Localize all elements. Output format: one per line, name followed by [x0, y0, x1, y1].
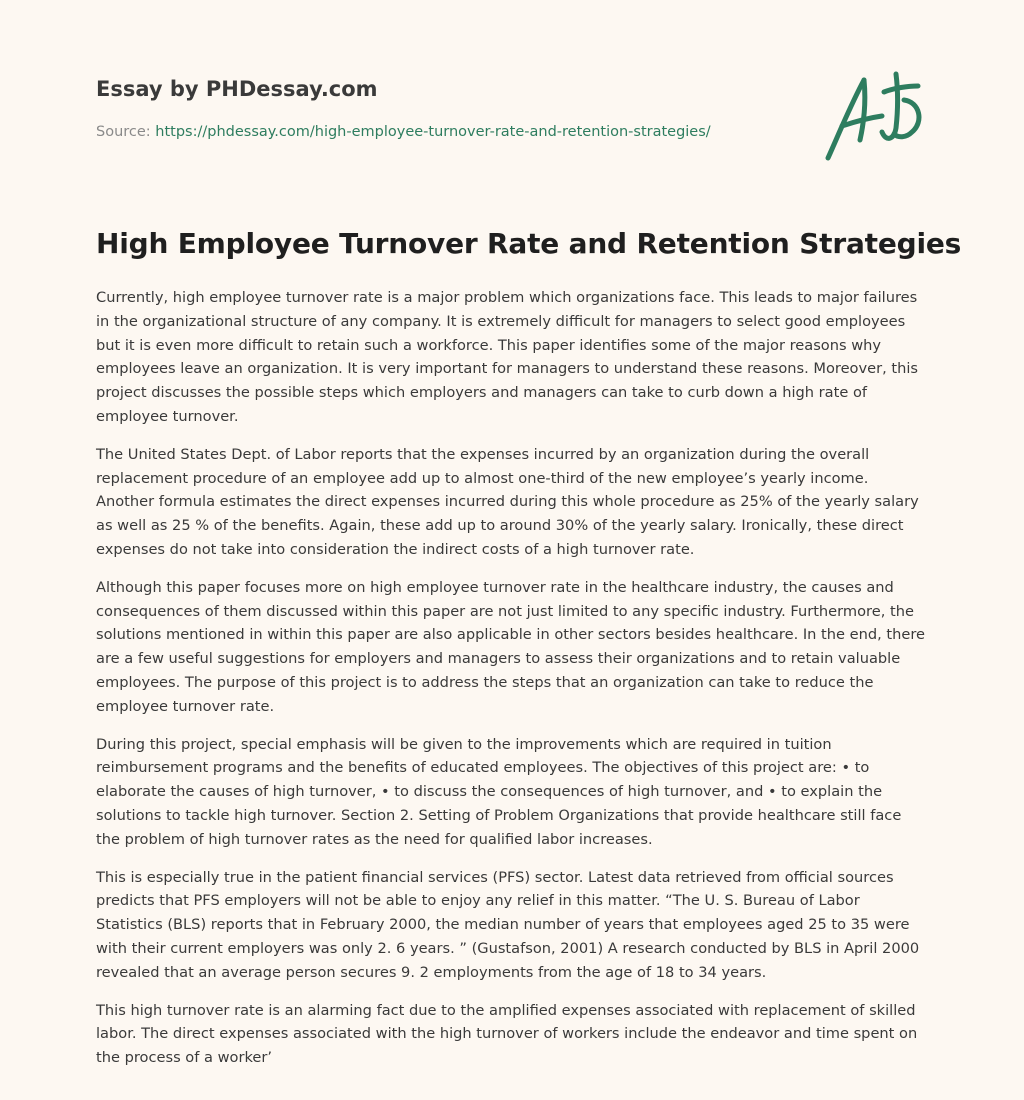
essay-paragraph: During this project, special emphasis will be given to the improvements which are required in tuition reimbursement programs and the benefits of educated employees. The objectives of this project are: • to elaborate the causes of high turnover, • to discuss the consequences of high turnover, and • to explain the solutions to tackle high turnover. Section 2. Setting of Problem Organizations that provide healthcare still face the problem of high turnover rates as the need for qualified labor increases.: [96, 735, 902, 848]
brand-heading: Essay by PHDessay.com: [96, 77, 378, 101]
essay-paragraph: Currently, high employee turnover rate is a major problem which organizations face. This leads to major failures in the organizational structure of any company. It is extremely difficult for managers to select good employees but it is even more difficult to retain such a workforce. This paper identifies some of the major reasons why employees leave an organization. It is very important for managers to understand these reasons. Moreover, this project discusses the possible steps which employers and managers can take to curb down a high rate of employee turnover.: [96, 289, 919, 425]
essay-body: [96, 286, 926, 1084]
essay-title: High Employee Turnover Rate and Retention Strategies: [96, 227, 962, 260]
a-plus-logo-icon: [820, 66, 930, 166]
source-label: Source:: [96, 124, 156, 140]
essay-paragraph: Although this paper focuses more on high employee turnover rate in the healthcare industry, the causes and consequences of them discussed within this paper are not just limited to any specific industry. Furthermore, the solutions mentioned in within this paper are also applicable in other sectors besides healthcare. In the end, there are a few useful suggestions for employers and managers to assess their organizations and to retain valuable employees. The purpose of this project is to address the steps that an organization can take to reduce the employee turnover rate.: [96, 578, 926, 715]
source-line: [96, 124, 711, 140]
essay-paragraph: The United States Dept. of Labor reports that the expenses incurred by an organization during the overall replacement procedure of an employee add up to almost one-third of the new employee’s yearly income. Another formula estimates the direct expenses incurred during this whole procedure as 25% of the yearly salary as well as 25 % of the benefits. Again, these add up to around 30% of the yearly salary. Ironically, these direct expenses do not take into consideration the indirect costs of a high turnover rate.: [96, 445, 919, 558]
essay-paragraph: This is especially true in the patient financial services (PFS) sector. Latest data retrieved from official sources predicts that PFS employers will not be able to enjoy any relief in this matter. “The U. S. Bureau of Labor Statistics (BLS) reports that in February 2000, the median number of years that employees aged 25 to 35 were with their current employers was only 2. 6 years. ” (Gustafson, 2001) A research conducted by BLS in April 2000 revealed that an average person secures 9. 2 employments from the age of 18 to 34 years.: [96, 868, 920, 981]
source-link[interactable]: https://phdessay.com/high-employee-turnover-rate-and-retention-strategies/: [155, 124, 711, 140]
essay-paragraph: This high turnover rate is an alarming fact due to the amplified expenses associated with replacement of skilled labor. The direct expenses associated with the high turnover of workers include the endeavor and time spent on the process of a worker’: [96, 1001, 918, 1067]
